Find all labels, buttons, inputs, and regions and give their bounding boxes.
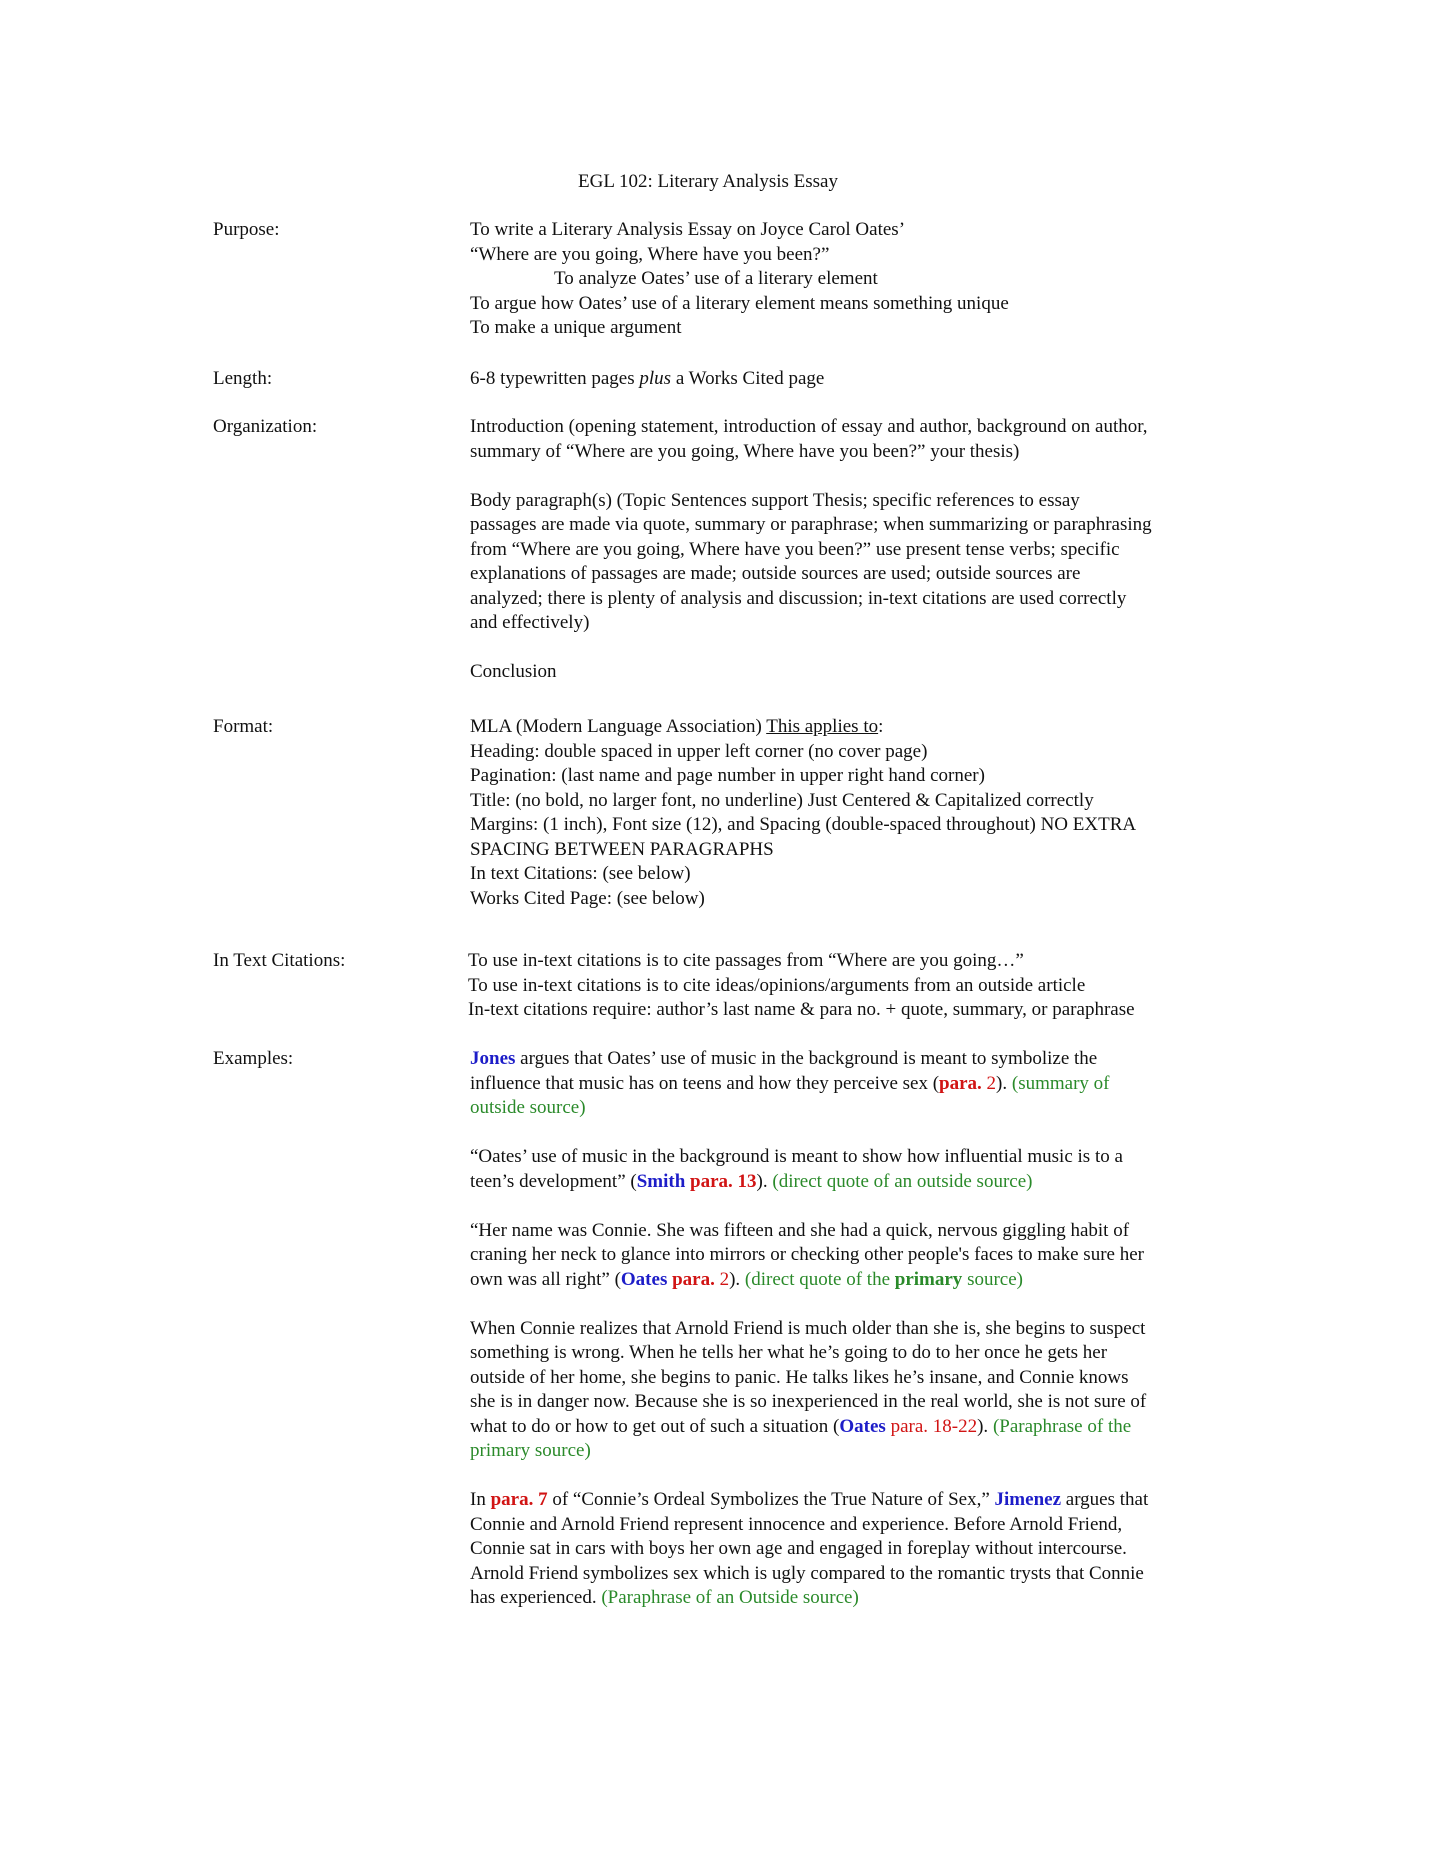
format-mla: MLA (Modern Language Association) — [470, 716, 767, 737]
para-reference: para. 13 — [685, 1170, 757, 1192]
purpose-line: To write a Literary Analysis Essay on Joyce Carol Oates’ — [470, 219, 906, 240]
length-prefix: 6-8 typewritten pages — [470, 368, 640, 389]
para-number: 2 — [981, 1072, 997, 1094]
example-1: Jones argues that Oates’ use of music in the background is meant to symbolize the influence that music has on teens and how they perceive sex (para. 2). (summary of outside source) — [470, 1047, 1250, 1121]
author-name: Smith — [636, 1170, 686, 1192]
citation-note: (Paraphrase of the — [992, 1415, 1132, 1437]
in-text-citations-label: In Text Citations: — [213, 950, 346, 971]
organization-body-line: and effectively) — [470, 612, 590, 633]
format-line: SPACING BETWEEN PARAGRAPHS — [470, 838, 774, 860]
example-4: When Connie realizes that Arnold Friend is much older than she is, she begins to suspect something is wrong. When he tells her what he’s going to do to her once he gets her outside of her home, she begins to panic. He talks likes he’s insane, and Connie knows she is in danger now. Because she is so inexperienced in the real world, she is not sure of what to do or how to get out of such a situation (Oates para. 18-22). (Paraphrase of the primary source) — [470, 1317, 1250, 1464]
para-reference: para. 7 — [490, 1489, 548, 1510]
format-content — [470, 715, 1250, 911]
examples-label: Examples: — [213, 1048, 294, 1069]
citation-line: To use in-text citations is to cite ideas/opinions/arguments from an outside article — [468, 974, 1086, 996]
purpose-label: Purpose: — [213, 219, 280, 240]
organization-intro-line: Introduction (opening statement, introduction of essay and author, background on author, — [470, 416, 1148, 437]
para-reference: para. 18-22 — [885, 1415, 978, 1437]
length-label: Length: — [213, 368, 273, 389]
organization-intro-line: summary of “Where are you going, Where have you been?” your thesis) — [470, 440, 1020, 462]
format-line — [470, 715, 1250, 740]
citation-note: (direct quote of an outside source) — [772, 1170, 1033, 1192]
in-text-citations-content — [468, 949, 1248, 1023]
citation-note: (Paraphrase of an Outside source) — [601, 1587, 859, 1608]
format-line: Pagination: (last name and page number in upper right hand corner) — [470, 765, 985, 786]
format-applies-to: This applies to — [766, 716, 879, 737]
purpose-line: To make a unique argument — [470, 317, 682, 338]
author-name: Oates — [839, 1415, 886, 1437]
organization-label: Organization: — [213, 416, 318, 437]
author-name: Jones — [470, 1048, 516, 1069]
organization-conclusion: Conclusion — [470, 661, 557, 682]
purpose-line: To analyze Oates’ use of a literary element — [554, 268, 878, 289]
organization-body-line: from “Where are you going, Where have you been?” use present tense verbs; specific — [470, 538, 1120, 560]
citation-note: source) — [962, 1268, 1023, 1290]
purpose-content — [470, 218, 1250, 341]
citation-note: (direct quote of the — [744, 1268, 895, 1290]
purpose-line: To argue how Oates’ use of a literary element means something unique — [470, 292, 1009, 314]
length-suffix: a Works Cited page — [671, 368, 825, 389]
examples-content — [470, 1047, 1250, 1611]
format-line: Title: (no bold, no larger font, no underline) Just Centered & Capitalized correctly — [470, 789, 1094, 811]
citation-note: outside source) — [470, 1097, 586, 1118]
format-line: Margins: (1 inch), Font size (12), and Spacing (double-spaced throughout) NO EXTRA — [470, 814, 1137, 835]
format-line: In text Citations: (see below) — [470, 863, 691, 884]
example-2: “Oates’ use of music in the background is meant to show how influential music is to a teen’s development” (Smith para. 13). (direct quote of an outside source) — [470, 1146, 1123, 1192]
citation-note: primary source) — [470, 1440, 591, 1461]
citation-line: To use in-text citations is to cite passages from “Where are you going…” — [468, 950, 1024, 971]
para-reference: para. — [939, 1072, 982, 1094]
format-colon: : — [878, 716, 884, 737]
para-reference: para. — [667, 1268, 715, 1290]
example-3: “Her name was Connie. She was fifteen and she had a quick, nervous giggling habit of craning her neck to glance into mirrors or checking other people's faces to make sure her own was all right” (Oates para. 2). (direct quote of the primary source) — [470, 1219, 1144, 1290]
organization-body-line: explanations of passages are made; outside sources are used; outside sources are — [470, 563, 1081, 584]
citation-line: In-text citations require: author’s last name & para no. + quote, summary, or paraphrase — [468, 999, 1135, 1020]
author-name: Oates — [620, 1268, 668, 1290]
author-name: Jimenez — [994, 1489, 1062, 1510]
purpose-line: “Where are you going, Where have you been?” — [470, 243, 830, 265]
organization-body-line: passages are made via quote, summary or paraphrase; when summarizing or paraphrasing — [470, 514, 1152, 535]
citation-note-emphasis: primary — [894, 1268, 963, 1290]
length-emphasis: plus — [639, 368, 672, 389]
organization-body-line: Body paragraph(s) (Topic Sentences support Thesis; specific references to essay — [470, 489, 1080, 511]
organization-content — [470, 415, 1250, 685]
length-line — [470, 367, 1250, 392]
para-number: 2 — [714, 1268, 730, 1290]
format-line: Heading: double spaced in upper left corner (no cover page) — [470, 740, 928, 762]
format-label: Format: — [213, 716, 274, 737]
example-5: In para. 7 of “Connie’s Ordeal Symbolizes the True Nature of Sex,” Jimenez argues that Connie and Arnold Friend represent innocence and experience. Before Arnold Friend, Connie sat in cars with boys her own age and engaged in foreplay without intercourse. Arnold Friend symbolizes sex which is ugly compared to the romantic trysts that Connie has experienced. (Paraphrase of an Outside source) — [470, 1489, 1149, 1608]
document-title: EGL 102: Literary Analysis Essay — [578, 171, 838, 192]
citation-note: (summary of — [1011, 1072, 1110, 1094]
length-content — [470, 367, 1250, 392]
organization-body-line: analyzed; there is plenty of analysis and discussion; in-text citations are used correctly — [470, 587, 1127, 609]
format-line: Works Cited Page: (see below) — [470, 887, 705, 909]
